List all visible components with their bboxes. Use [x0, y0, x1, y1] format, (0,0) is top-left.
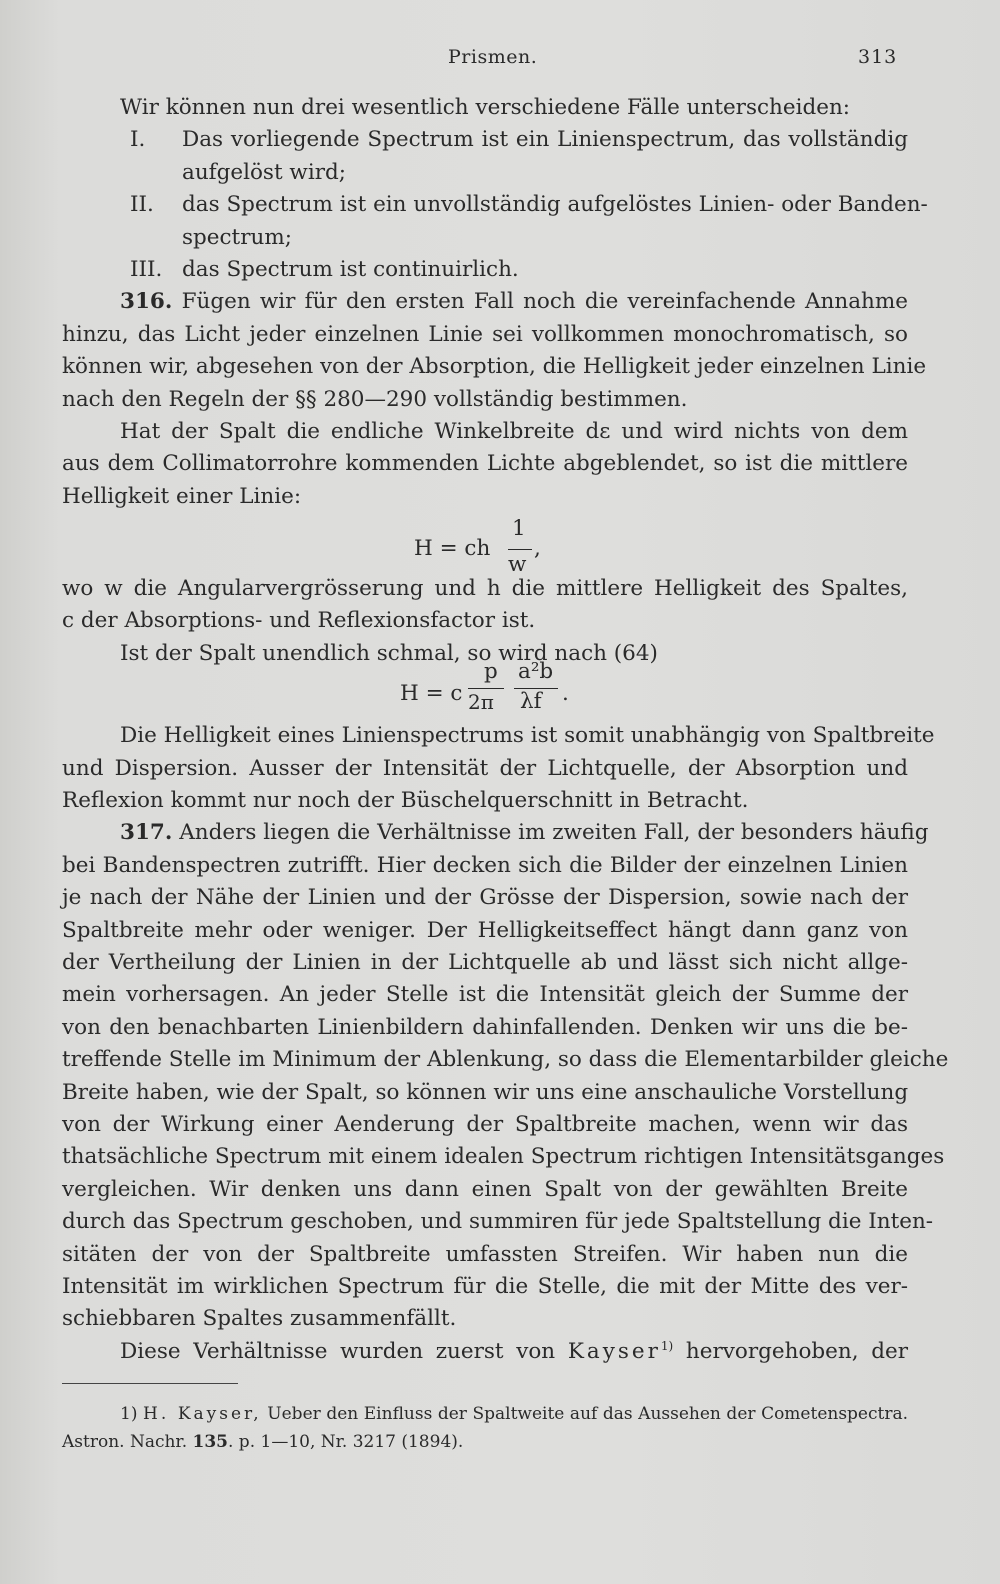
paragraph-line: mein vorhersagen. An jeder Stelle ist die Intensität gleich der Summe der: [62, 982, 908, 1008]
fraction-numerator: a²b: [518, 659, 554, 685]
fraction-numerator: p: [484, 659, 498, 685]
footnote-ref[interactable]: 1): [660, 1338, 674, 1353]
formula-punctuation: .: [562, 681, 569, 707]
formula-lhs: H = c: [400, 681, 463, 707]
case-text: Das vorliegende Spectrum ist ein Linienspectrum, das vollständig: [182, 127, 908, 153]
footnote-journal: Astron. Nachr.: [62, 1432, 188, 1452]
paragraph-line: wo w die Angularvergrösserung und h die mittlere Helligkeit des Spaltes,: [62, 576, 908, 602]
paragraph-line: Spaltbreite mehr oder weniger. Der Helligkeitseffect hängt dann ganz von: [62, 917, 908, 943]
footnote-line: [62, 1400, 908, 1428]
paragraph-line: treffende Stelle im Minimum der Ablenkung, so dass die Elementarbilder gleiche: [62, 1047, 949, 1073]
paragraph-line: hinzu, das Licht jeder einzelnen Linie sei vollkommen monochromatisch, so: [62, 321, 908, 347]
paragraph-text: hervorgehoben, der: [685, 1338, 908, 1364]
case-number: III.: [130, 256, 163, 282]
paragraph-line: je nach der Nähe der Linien und der Grösse der Dispersion, sowie nach der: [62, 885, 908, 911]
paragraph-text: Diese Verhältnisse wurden zuerst von: [120, 1338, 556, 1364]
body-text: [62, 92, 949, 1368]
intro-line: Wir können nun drei wesentlich verschiedene Fälle unterscheiden:: [120, 95, 851, 120]
paragraph-line: bei Bandenspectren zutrifft. Hier decken sich die Bilder der einzelnen Linien: [62, 852, 908, 878]
paragraph-line: Intensität im wirklichen Spectrum für die Stelle, die mit der Mitte des ver-: [62, 1273, 908, 1299]
footnote-rule: [62, 1383, 238, 1384]
footnote-author: H. Kayser,: [143, 1404, 262, 1424]
paragraph-line: aus dem Collimatorrohre kommenden Lichte abgeblendet, so ist die mittlere: [62, 451, 908, 477]
paragraph-line: nach den Regeln der §§ 280—290 vollständig bestimmen.: [62, 386, 688, 412]
paragraph-line: sitäten der von der Spaltbreite umfassten Streifen. Wir haben nun die: [62, 1241, 908, 1267]
fraction-denominator: λf: [520, 689, 542, 715]
footnote-line: [62, 1428, 908, 1456]
footnote: [62, 1400, 908, 1456]
page-header: [0, 46, 1000, 76]
case-text-cont: aufgelöst wird;: [182, 159, 347, 185]
footnote-title: Ueber den Einfluss der Spaltweite auf das Aussehen der Cometenspectra.: [267, 1404, 909, 1424]
paragraph-line: vergleichen. Wir denken uns dann einen Spalt von der gewählten Breite: [62, 1176, 908, 1202]
fraction-denominator: w: [508, 552, 527, 578]
running-title: Prismen.: [448, 46, 538, 68]
section-317-first-line: [62, 817, 929, 849]
paragraph-line: Hat der Spalt die endliche Winkelbreite dε und wird nichts von dem: [120, 418, 908, 444]
case-number: II.: [130, 192, 154, 218]
footnote-pages: . p. 1—10, Nr. 3217 (1894).: [228, 1432, 464, 1452]
paragraph-text: Fügen wir für den ersten Fall noch die vereinfachende Annahme: [181, 289, 908, 315]
footnote-marker: 1): [120, 1404, 138, 1424]
fraction-denominator: 2π: [468, 690, 494, 715]
paragraph-line: Ist der Spalt unendlich schmal, so wird nach (64): [120, 640, 658, 666]
footnote-volume: 135: [192, 1432, 228, 1452]
case-text: das Spectrum ist continuirlich.: [182, 256, 519, 282]
case-item: [62, 254, 908, 286]
case-number: I.: [130, 127, 146, 153]
cited-author: Kayser: [567, 1338, 661, 1364]
case-item: [62, 124, 908, 156]
paragraph-line: durch das Spectrum geschoben, und summiren für jede Spaltstellung die Inten-: [62, 1209, 934, 1235]
formula-brightness-line: [62, 513, 908, 578]
paragraph-line: Breite haben, wie der Spalt, so können wir uns eine anschauliche Vorstellung: [62, 1079, 909, 1105]
case-text-cont: spectrum;: [182, 224, 292, 250]
paragraph-line: c der Absorptions- und Reflexionsfactor ist.: [62, 608, 536, 634]
paragraph-line: thatsächliche Spectrum mit einem idealen Spectrum richtigen Intensitätsganges: [62, 1144, 945, 1170]
formula-narrow-slit: [62, 659, 908, 720]
formula-lhs: H = ch: [414, 536, 491, 562]
formula-punctuation: ,: [534, 536, 541, 562]
fraction-numerator: 1: [512, 516, 526, 542]
section-316-first-line: [62, 286, 908, 318]
paragraph-line: Helligkeit einer Linie:: [62, 483, 302, 509]
paragraph-line: Die Helligkeit eines Linienspectrums ist somit unabhängig von Spaltbreite: [120, 723, 935, 749]
paragraph-line: können wir, abgesehen von der Absorption, die Helligkeit jeder einzelnen Linie: [62, 354, 927, 380]
section-number: 317.: [120, 820, 173, 846]
paragraph-line: Reflexion kommt nur noch der Büschelquerschnitt in Betracht.: [62, 788, 749, 814]
case-text: das Spectrum ist ein unvollständig aufgelöstes Linien- oder Banden-: [182, 192, 928, 218]
paragraph-line-with-citation: [62, 1336, 908, 1368]
paragraph-line: der Vertheilung der Linien in der Lichtquelle ab und lässt sich nicht allge-: [62, 949, 908, 975]
section-number: 316.: [120, 289, 173, 315]
paragraph-text: Anders liegen die Verhältnisse im zweiten Fall, der besonders häufig: [179, 820, 929, 846]
case-item: [62, 189, 928, 221]
paragraph-line: schiebbaren Spaltes zusammenfällt.: [62, 1306, 457, 1332]
paragraph-line: von der Wirkung einer Aenderung der Spaltbreite machen, wenn wir das: [62, 1111, 908, 1137]
paragraph-line: von den benachbarten Linienbildern dahinfallenden. Denken wir uns die be-: [62, 1014, 908, 1040]
page-number: 313: [858, 46, 898, 68]
paragraph-line: und Dispersion. Ausser der Intensität der Lichtquelle, der Absorption und: [62, 755, 908, 781]
